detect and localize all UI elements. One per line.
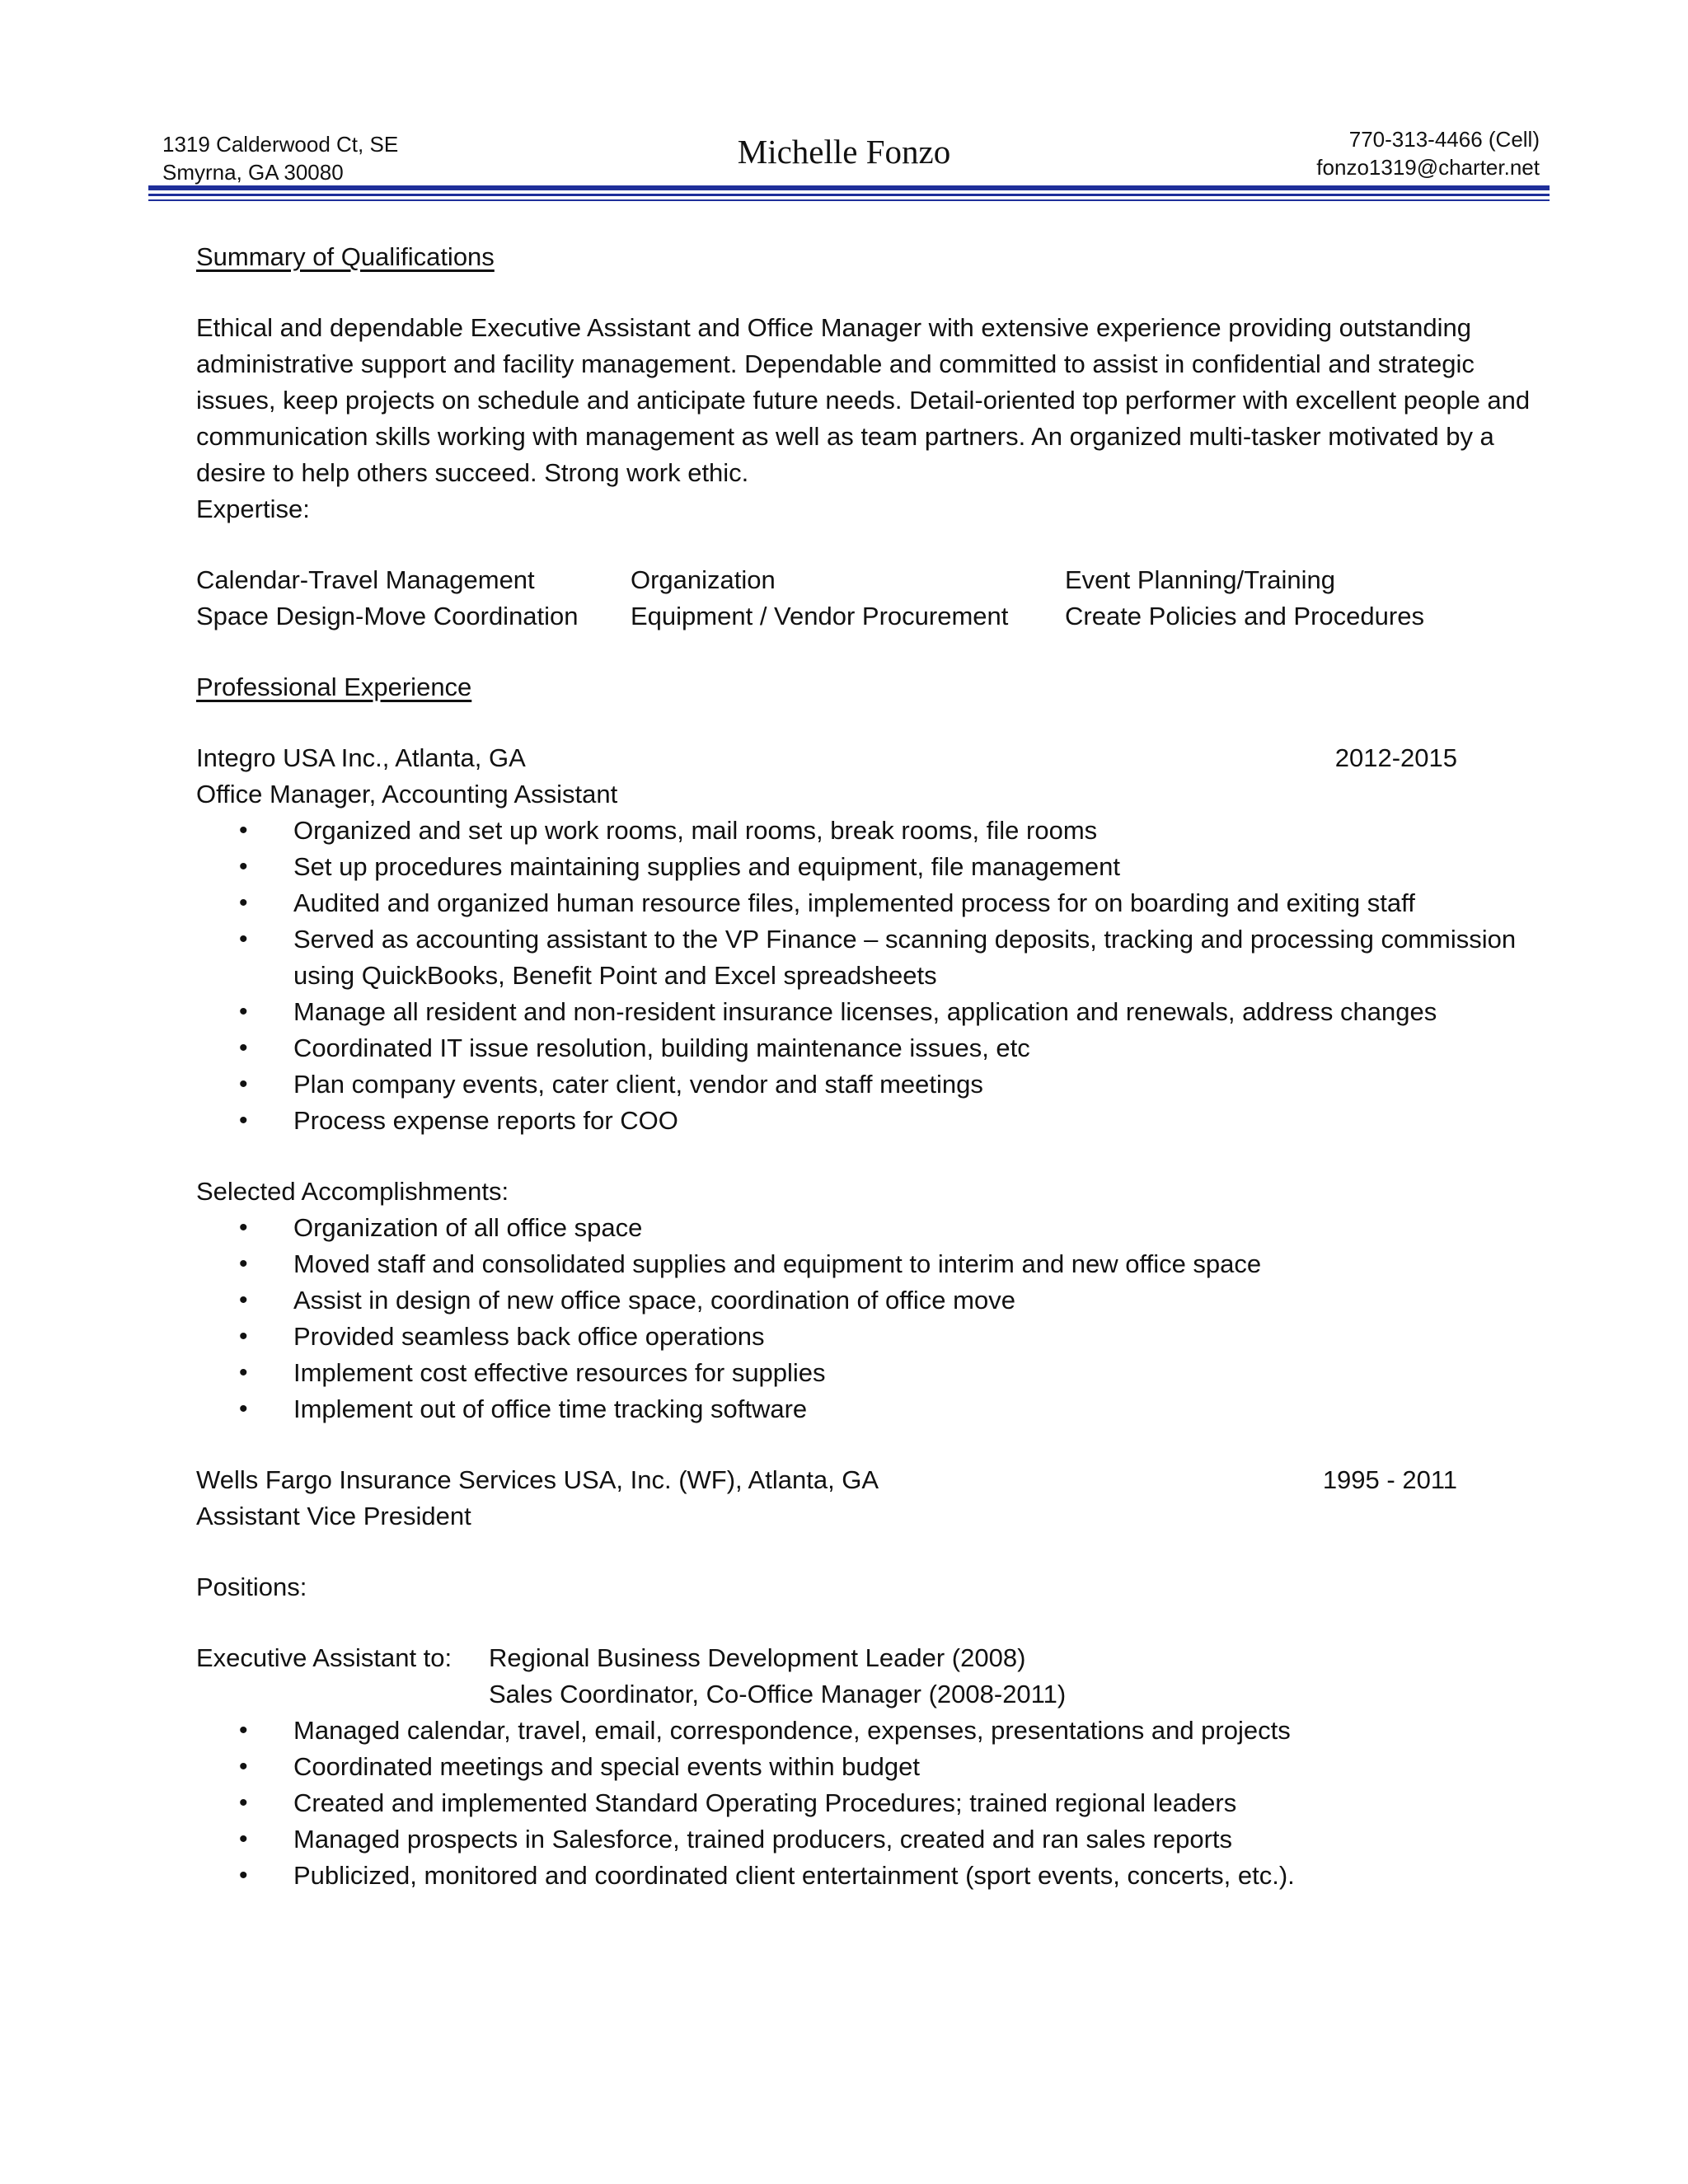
list-item: • Provided seamless back office operations: [196, 1319, 1531, 1355]
job2-dates: 1995 - 2011: [1322, 1465, 1457, 1494]
list-item: • Organized and set up work rooms, mail rooms, break rooms, file rooms: [196, 813, 1531, 849]
job1-duties-list: [196, 813, 1531, 1139]
list-item: • Served as accounting assistant to the VP Finance – scanning deposits, tracking and processing commission using QuickBooks, Benefit Point and Excel spreadsheets: [196, 921, 1531, 994]
expertise-item: Organization: [631, 565, 776, 594]
experience-heading: Professional Experience: [196, 673, 472, 701]
job1-title: Office Manager, Accounting Assistant: [196, 780, 618, 808]
accomplishments-label: Selected Accomplishments:: [196, 1177, 509, 1206]
list-item: • Implement out of office time tracking software: [196, 1391, 1531, 1427]
list-item: • Moved staff and consolidated supplies and equipment to interim and new office space: [196, 1246, 1531, 1282]
list-item: • Coordinated meetings and special events within budget: [196, 1749, 1531, 1785]
job2-company: Wells Fargo Insurance Services USA, Inc. (WF), Atlanta, GA: [196, 1465, 879, 1494]
list-item: • Process expense reports for COO: [196, 1103, 1531, 1139]
address-line-2: Smyrna, GA 30080: [162, 160, 344, 185]
job2-header: [196, 1462, 1457, 1498]
list-item: • Managed prospects in Salesforce, trained producers, created and ran sales reports: [196, 1821, 1531, 1858]
job2-title: Assistant Vice President: [196, 1502, 471, 1530]
list-item: • Managed calendar, travel, email, correspondence, expenses, presentations and projects: [196, 1713, 1531, 1749]
email-address: fonzo1319@charter.net: [1316, 155, 1540, 180]
candidate-name: Michelle Fonzo: [737, 133, 951, 171]
header-divider-thick: [148, 185, 1550, 190]
list-item: • Manage all resident and non-resident insurance licenses, application and renewals, address changes: [196, 994, 1531, 1030]
job1-company: Integro USA Inc., Atlanta, GA: [196, 743, 526, 772]
expertise-item: Space Design-Move Coordination: [196, 602, 579, 630]
list-item: • Created and implemented Standard Operating Procedures; trained regional leaders: [196, 1785, 1531, 1821]
expertise-item: Equipment / Vendor Procurement: [631, 602, 1009, 630]
header-divider-thin: [148, 199, 1550, 201]
list-item: • Coordinated IT issue resolution, building maintenance issues, etc: [196, 1030, 1531, 1066]
exec-role: Sales Coordinator, Co-Office Manager (2008-2011): [489, 1680, 1067, 1708]
list-item: • Audited and organized human resource files, implemented process for on boarding and exiting staff: [196, 885, 1531, 921]
list-item: • Set up procedures maintaining supplies and equipment, file management: [196, 849, 1531, 885]
expertise-item: Event Planning/Training: [1065, 565, 1335, 594]
expertise-item: Calendar-Travel Management: [196, 565, 535, 594]
job1-dates: 2012-2015: [1334, 743, 1457, 772]
header-contact: [1316, 125, 1540, 181]
job2-duties-list: [196, 1713, 1531, 1894]
resume-body: [196, 239, 1531, 1894]
expertise-grid: [196, 562, 1531, 635]
list-item: • Plan company events, cater client, vendor and staff meetings: [196, 1066, 1531, 1103]
address-line-1: 1319 Calderwood Ct, SE: [162, 132, 399, 157]
list-item: • Organization of all office space: [196, 1210, 1531, 1246]
exec-role: Regional Business Development Leader (2008): [489, 1643, 1026, 1672]
header-divider-medium: [148, 194, 1550, 196]
exec-assistant-label: Executive Assistant to:: [196, 1643, 452, 1672]
accomplishments-list: [196, 1210, 1531, 1427]
exec-assistant-roles: [489, 1640, 1066, 1713]
summary-paragraph: Ethical and dependable Executive Assistant and Office Manager with extensive experience providing outstanding administrative support and facility management. Dependable and committed to assist in confidential and strategic issues, keep projects on schedule and anticipate future needs. Detail-oriented top performer with excellent people and communication skills working with management as well as team partners. An organized multi-tasker motivated by a desire to help others succeed. Strong work ethic.: [196, 313, 1531, 487]
list-item: • Publicized, monitored and coordinated client entertainment (sport events, concerts, etc.).: [196, 1858, 1531, 1894]
phone-number: 770-313-4466 (Cell): [1348, 127, 1540, 152]
exec-assistant-block: [196, 1640, 1531, 1713]
expertise-item: Create Policies and Procedures: [1065, 602, 1424, 630]
positions-label: Positions:: [196, 1572, 307, 1601]
expertise-label: Expertise:: [196, 494, 310, 523]
list-item: • Assist in design of new office space, coordination of office move: [196, 1282, 1531, 1319]
list-item: • Implement cost effective resources for supplies: [196, 1355, 1531, 1391]
summary-heading: Summary of Qualifications: [196, 242, 495, 271]
job1-header: [196, 740, 1457, 776]
